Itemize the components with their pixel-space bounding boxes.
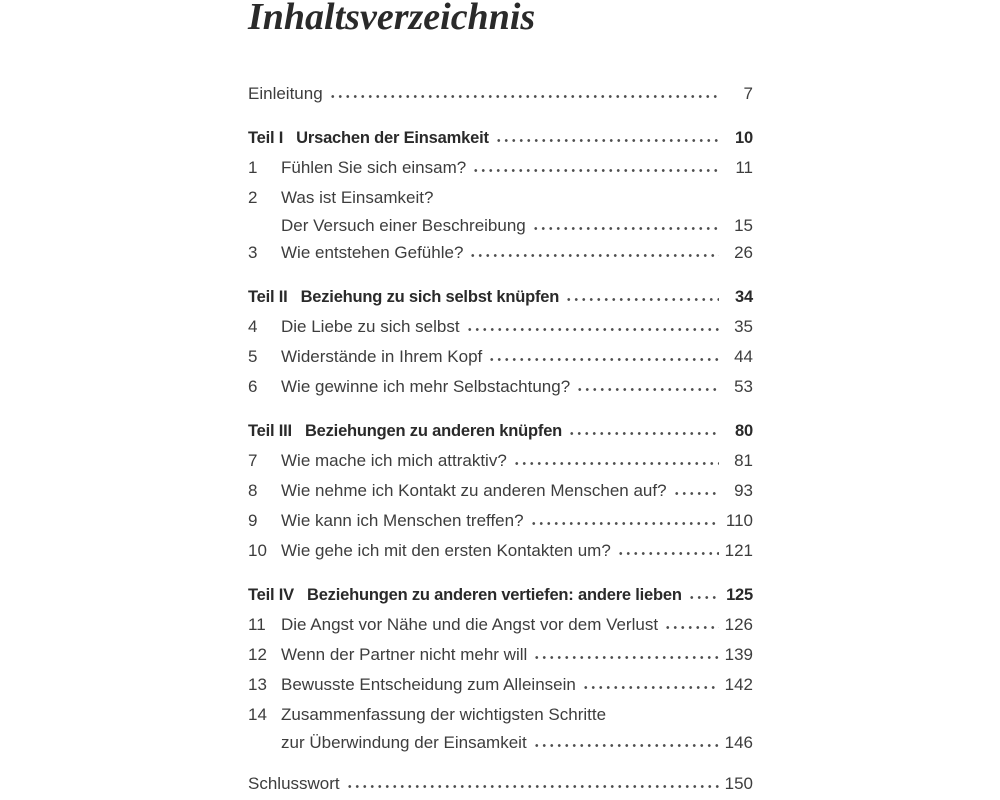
toc-entry[interactable] [248, 446, 753, 476]
chapter-number: 3 [248, 243, 258, 262]
page-number: 53 [734, 377, 753, 396]
chapter-number: 8 [248, 481, 258, 500]
page-number: 11 [735, 158, 753, 177]
toc-entry-schlusswort[interactable] [248, 769, 753, 799]
toc-entry[interactable] [248, 183, 753, 213]
dot-leader [469, 253, 719, 258]
toc-entry[interactable] [248, 153, 753, 183]
part-label: Teil II [248, 288, 288, 306]
toc-entry[interactable] [248, 700, 753, 730]
dot-leader [664, 625, 719, 630]
section-title: Beziehungen zu anderen vertiefen: andere lieben [306, 586, 682, 604]
chapter-number: 6 [248, 377, 258, 396]
toc-entry[interactable] [248, 610, 753, 640]
page-number: 35 [734, 317, 753, 336]
page-number: 125 [726, 586, 753, 604]
chapter-number: 12 [248, 645, 267, 664]
toc-entry[interactable] [248, 342, 753, 372]
chapter-title: Wie gewinne ich mehr Selbstachtung? [281, 377, 571, 396]
entry-label: Schlusswort [248, 774, 340, 793]
toc-entry[interactable] [248, 670, 753, 700]
chapter-title: Fühlen Sie sich einsam? [281, 158, 467, 177]
page-number: 150 [724, 774, 753, 793]
chapter-title: Wie kann ich Menschen treffen? [281, 511, 524, 530]
chapter-number: 13 [248, 675, 267, 694]
dot-leader [530, 521, 719, 526]
toc-section-heading[interactable] [248, 123, 753, 153]
dot-leader [329, 94, 719, 99]
toc-entry-continuation[interactable] [248, 213, 753, 238]
part-label: Teil I [248, 129, 284, 147]
dot-leader [532, 226, 719, 231]
chapter-number: 9 [248, 511, 258, 530]
chapter-title: Die Liebe zu sich selbst [281, 317, 460, 336]
dot-leader [533, 743, 719, 748]
page-number: 126 [724, 615, 753, 634]
chapter-number: 2 [248, 188, 258, 207]
page-number: 93 [734, 481, 753, 500]
chapter-title: Zusammenfassung der wichtigsten Schritte [281, 705, 607, 724]
chapter-number: 10 [248, 541, 267, 560]
entry-label: Einleitung [248, 84, 323, 103]
toc-section-heading[interactable] [248, 282, 753, 312]
toc-entry[interactable] [248, 640, 753, 670]
dot-leader [488, 357, 719, 362]
page-number: 34 [735, 288, 753, 306]
table-of-contents [248, 79, 753, 799]
dot-leader [688, 595, 719, 600]
page-title: Inhaltsverzeichnis [248, 0, 536, 38]
toc-content [248, 0, 753, 799]
chapter-title: Bewusste Entscheidung zum Alleinsein [281, 675, 576, 694]
chapter-number: 5 [248, 347, 258, 366]
toc-entry[interactable] [248, 372, 753, 402]
toc-entry-continuation[interactable] [248, 730, 753, 755]
page-number: 146 [724, 733, 753, 752]
page-number: 80 [735, 422, 753, 440]
chapter-title-line2: zur Überwindung der Einsamkeit [281, 733, 527, 752]
chapter-title: Was ist Einsamkeit? [281, 188, 434, 207]
dot-leader [513, 461, 719, 466]
dot-leader [565, 297, 719, 302]
dot-leader [617, 551, 719, 556]
chapter-title: Wenn der Partner nicht mehr will [281, 645, 528, 664]
chapter-number: 4 [248, 317, 258, 336]
section-title: Ursachen der Einsamkeit [296, 129, 489, 147]
dot-leader [466, 327, 719, 332]
dot-leader [673, 491, 719, 496]
chapter-title: Wie mache ich mich attraktiv? [281, 451, 507, 470]
chapter-title: Widerstände in Ihrem Kopf [281, 347, 483, 366]
toc-section-heading[interactable] [248, 416, 753, 446]
toc-section-heading[interactable] [248, 580, 753, 610]
chapter-title: Wie nehme ich Kontakt zu anderen Menschen auf? [281, 481, 667, 500]
page-number: 142 [724, 675, 753, 694]
chapter-title-line2: Der Versuch einer Beschreibung [281, 216, 526, 235]
toc-entry-einleitung[interactable] [248, 79, 753, 109]
toc-entry[interactable] [248, 536, 753, 566]
page-number: 10 [735, 129, 753, 147]
toc-entry[interactable] [248, 238, 753, 268]
page-number: 110 [725, 511, 753, 530]
chapter-title: Die Angst vor Nähe und die Angst vor dem Verlust [281, 615, 659, 634]
dot-leader [582, 685, 719, 690]
page-number: 139 [724, 645, 753, 664]
part-label: Teil III [248, 422, 292, 440]
page-number: 44 [734, 347, 753, 366]
page-number: 7 [743, 84, 753, 103]
page-number: 121 [724, 541, 753, 560]
section-title: Beziehung zu sich selbst knüpfen [300, 288, 560, 306]
chapter-number: 7 [248, 451, 258, 470]
dot-leader [346, 784, 719, 789]
chapter-title: Wie gehe ich mit den ersten Kontakten um? [281, 541, 611, 560]
chapter-title: Wie entstehen Gefühle? [281, 243, 464, 262]
page-number: 81 [734, 451, 753, 470]
dot-leader [533, 655, 718, 660]
toc-entry[interactable] [248, 506, 753, 536]
page-number: 15 [734, 216, 753, 235]
dot-leader [472, 168, 719, 173]
toc-entry[interactable] [248, 476, 753, 506]
section-title: Beziehungen zu anderen knüpfen [304, 422, 563, 440]
dot-leader [576, 387, 719, 392]
dot-leader [568, 431, 719, 436]
dot-leader [495, 138, 719, 143]
chapter-number: 11 [248, 615, 266, 634]
part-label: Teil IV [248, 586, 294, 604]
chapter-number: 14 [248, 705, 267, 724]
chapter-number: 1 [248, 158, 258, 177]
toc-entry[interactable] [248, 312, 753, 342]
page-number: 26 [734, 243, 753, 262]
